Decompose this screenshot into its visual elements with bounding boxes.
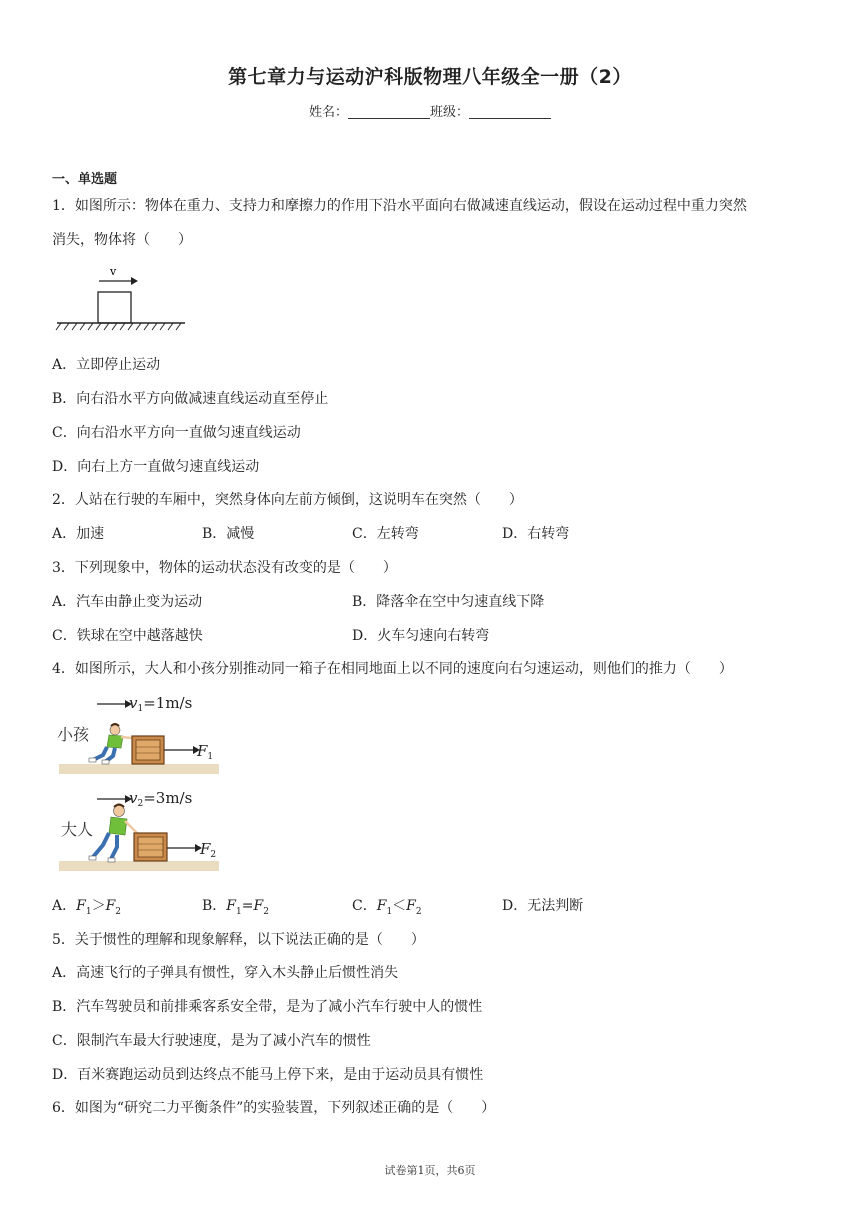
v2-subscript: 2 [137, 799, 144, 809]
f-subscript: 2 [115, 906, 122, 917]
q4-option-a[interactable] [52, 895, 121, 917]
adult-crate-icon [134, 833, 167, 861]
velocity-arrowhead [131, 277, 138, 285]
option-prefix: A． [52, 898, 77, 914]
name-label: 姓名： [308, 105, 348, 120]
q2-option-d[interactable]: D．右转弯 [502, 526, 570, 542]
f-subscript: 2 [415, 906, 422, 917]
velocity-label: v [110, 265, 117, 278]
f-subscript: 1 [85, 906, 92, 917]
v2-value: =3m/s [143, 789, 193, 807]
q2-option-b[interactable]: B．减慢 [202, 526, 255, 542]
q4-child-figure [55, 690, 230, 780]
q5-stem: 5．关于惯性的理解和现象解释，以下说法正确的是（ ） [52, 932, 425, 948]
f-symbol: F [376, 898, 387, 914]
q1-option-d[interactable]: D．向右上方一直做匀速直线运动 [52, 459, 260, 475]
block [98, 292, 131, 323]
f-symbol: F [76, 898, 86, 914]
q6-stem: 6．如图为“研究二力平衡条件”的实验装置，下列叙述正确的是（ ） [52, 1100, 496, 1116]
relation-sign: ＞ [91, 898, 106, 914]
v1-value: =1m/s [143, 694, 193, 712]
child-crate-icon [132, 736, 164, 764]
class-label: 班级： [430, 105, 470, 120]
child-label: 小孩 [57, 725, 90, 744]
svg-text:F1 [196, 742, 213, 762]
q2-stem: 2．人站在行驶的车厢中，突然身体向左前方倾倒，这说明车在突然（ ） [52, 492, 523, 508]
q1-option-a[interactable]: A．立即停止运动 [52, 357, 161, 373]
name-blank[interactable] [348, 104, 430, 119]
v1-subscript: 1 [137, 704, 144, 714]
class-blank[interactable] [469, 104, 551, 119]
q3-option-c[interactable]: C．铁球在空中越落越快 [52, 628, 203, 644]
svg-text:v1=1m/s [129, 694, 192, 714]
f1-symbol: F [197, 742, 208, 760]
f2-symbol: F [200, 840, 211, 858]
q4-adult-figure [55, 785, 230, 880]
option-prefix: C． [352, 898, 377, 914]
q1-stem-line2: 消失，物体将（ ） [52, 232, 192, 248]
f-subscript: 1 [386, 906, 393, 917]
v1-symbol: v [129, 694, 138, 712]
child-ground [59, 764, 219, 774]
f-symbol: F [406, 898, 416, 914]
q1-option-c[interactable]: C．向右沿水平方向一直做匀速直线运动 [52, 425, 301, 441]
page-footer: 试卷第1页，共6页 [384, 1164, 476, 1177]
f-subscript: 2 [263, 906, 269, 917]
f2-subscript: 2 [210, 850, 217, 860]
f-symbol: F [105, 898, 116, 914]
adult-person-icon [89, 805, 137, 863]
q3-option-b[interactable]: B．降落伞在空中匀速直线下降 [352, 594, 545, 610]
section-heading: 一、单选题 [52, 172, 118, 187]
ground-hatching [56, 323, 181, 330]
relation-sign: ＜ [392, 898, 407, 914]
svg-text:F2 [199, 840, 216, 860]
q4-option-d[interactable]: D．无法判断 [502, 898, 584, 914]
svg-text:v2=3m/s [129, 789, 192, 809]
f1-subscript: 1 [207, 752, 214, 762]
q3-option-a[interactable]: A．汽车由静止变为运动 [52, 594, 203, 610]
q5-option-d[interactable]: D．百米赛跑运动员到达终点不能马上停下来，是由于运动员具有惯性 [52, 1067, 484, 1083]
relation-sign: = [241, 898, 254, 914]
adult-label: 大人 [61, 820, 94, 839]
f-symbol: F [226, 898, 237, 914]
q2-option-c[interactable]: C．左转弯 [352, 526, 419, 542]
q4-option-c[interactable] [352, 895, 422, 917]
q4-option-b[interactable] [202, 895, 269, 917]
adult-ground [59, 861, 219, 871]
q1-stem-line1: 1．如图所示：物体在重力、支持力和摩擦力的作用下沿水平面向右做减速直线运动，假设在运动过程中重力突然 [52, 198, 747, 214]
page-title: 第七章力与运动沪科版物理八年级全一册（2） [228, 66, 632, 88]
q5-option-c[interactable]: C．限制汽车最大行驶速度，是为了减小汽车的惯性 [52, 1033, 371, 1049]
student-info-line [0, 101, 860, 120]
q5-option-b[interactable]: B．汽车驾驶员和前排乘客系安全带，是为了减小汽车行驶中人的惯性 [52, 999, 483, 1015]
q3-option-d[interactable]: D．火车匀速向右转弯 [352, 628, 490, 644]
f-subscript: 1 [236, 906, 242, 917]
q3-stem: 3．下列现象中，物体的运动状态没有改变的是（ ） [52, 560, 397, 576]
q5-option-a[interactable]: A．高速飞行的子弹具有惯性，穿入木头静止后惯性消失 [52, 965, 399, 981]
q1-option-b[interactable]: B．向右沿水平方向做减速直线运动直至停止 [52, 391, 329, 407]
child-person-icon [89, 724, 132, 764]
q4-stem: 4．如图所示，大人和小孩分别推动同一箱子在相同地面上以不同的速度向右匀速运动，则他们的推力（ ） [52, 661, 733, 677]
v2-symbol: v [129, 789, 138, 807]
f-symbol: F [253, 898, 264, 914]
q2-option-a[interactable]: A．加速 [52, 526, 105, 542]
q1-block-figure [55, 262, 190, 334]
option-prefix: B． [202, 898, 227, 914]
